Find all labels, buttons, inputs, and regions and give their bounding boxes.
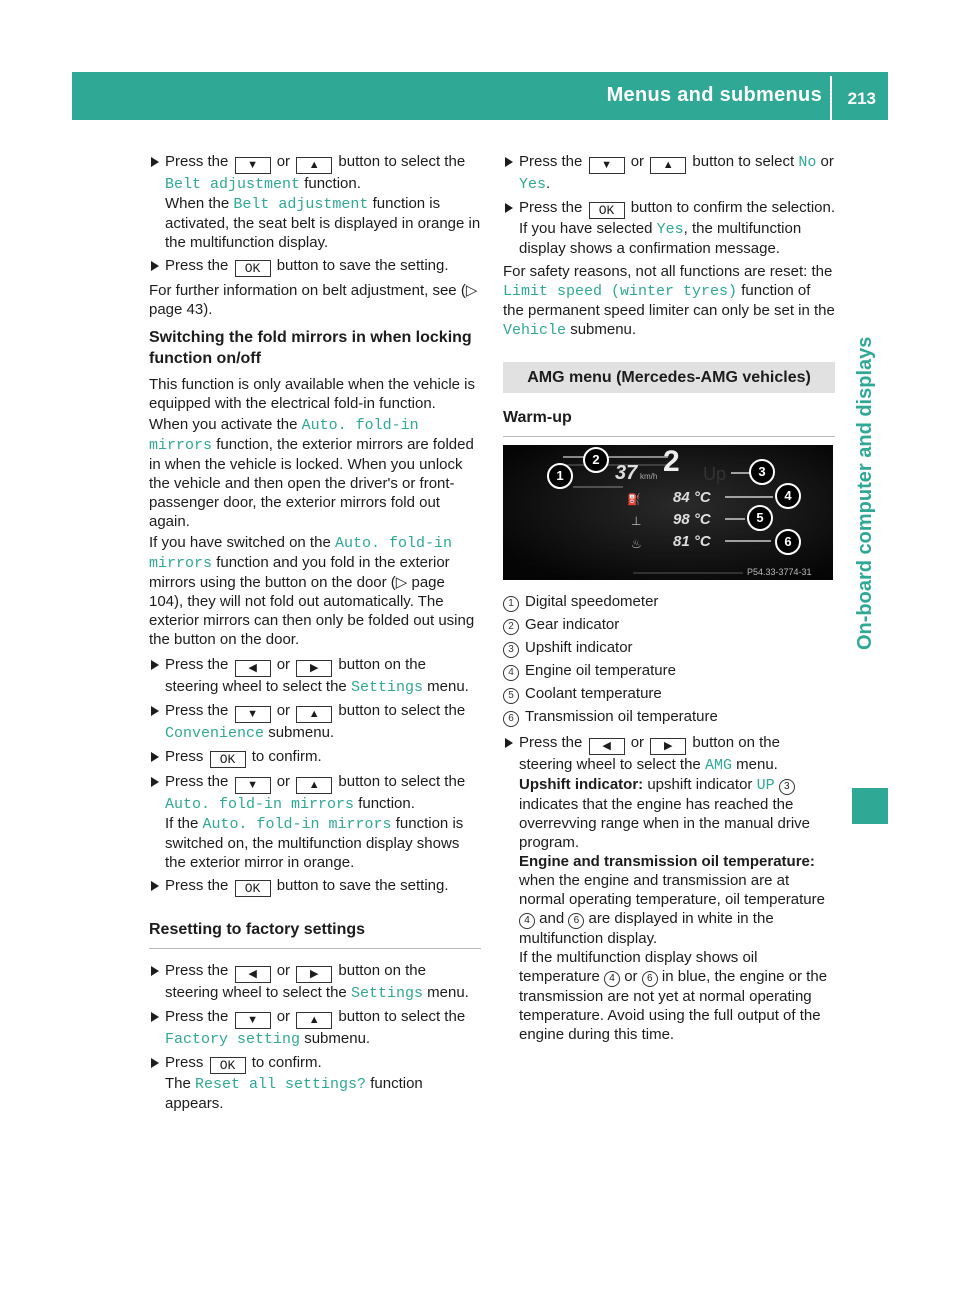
amg-section-band: AMG menu (Mercedes-AMG vehicles) (503, 362, 835, 393)
right-column (503, 152, 835, 1048)
left-key-icon: ◀ (589, 738, 625, 755)
step-item: Press the OK button to save the setting. (149, 876, 481, 897)
ok-key-icon: OK (210, 751, 246, 768)
menu-term: Vehicle (503, 322, 567, 339)
menu-term: Factory setting (165, 1031, 301, 1048)
header-divider (830, 76, 832, 120)
body-text: When you activate the Auto. fold-in mirrors function, the exterior mirrors are folded in when the vehicle is locked. When you unlock the vehicle and then open the driver's or front-passenger door, the exterior mirrors fold out again. (149, 416, 474, 530)
image-reference: P54.33-3774-31 (747, 567, 812, 577)
callout-1: 1 (547, 463, 573, 489)
menu-term: Settings (350, 985, 423, 1002)
menu-term: UP (756, 777, 775, 794)
down-key-icon: ▼ (235, 777, 271, 794)
legend-item: 5 Coolant temperature (503, 684, 835, 704)
speed-unit: km/h (640, 472, 658, 481)
left-column (149, 152, 481, 1117)
menu-term: Convenience (165, 725, 265, 742)
transmission-oil-temp: 81 °C (673, 533, 711, 550)
instrument-cluster-image (503, 445, 833, 580)
legend-list (503, 592, 835, 727)
menu-term: Auto. fold-in mirrors (202, 816, 392, 833)
step-item: Press the ◀ or ▶ button on the steering wheel to select the Settings menu. (149, 961, 481, 1003)
callout-4: 4 (775, 483, 801, 509)
step-item: Press the ◀ or ▶ button on the steering wheel to select the Settings menu. (149, 655, 481, 697)
page-number: 213 (847, 89, 876, 108)
menu-term: Auto. fold-in mirrors (149, 535, 452, 572)
step-item: Press the ▼ or ▲ button to select the Convenience submenu. (149, 701, 481, 743)
right-key-icon: ▶ (296, 966, 332, 983)
up-key-icon: ▲ (650, 157, 686, 174)
step-item: Press the ▼ or ▲ button to select No or Yes. (503, 152, 835, 194)
legend-item: 4 Engine oil temperature (503, 661, 835, 681)
menu-term: Limit speed (winter tyres) (503, 283, 738, 300)
coolant-icon: ⊥ (631, 514, 642, 528)
up-key-icon: ▲ (296, 706, 332, 723)
side-tab-marker (852, 788, 888, 824)
legend-item: 1 Digital speedometer (503, 592, 835, 612)
speed-value: 37 (615, 462, 638, 484)
callout-3: 3 (749, 459, 775, 485)
coolant-temp: 98 °C (673, 511, 711, 528)
menu-term: AMG (704, 757, 732, 774)
step-item: Press the ▼ or ▲ button to select the Factory setting submenu. (149, 1007, 481, 1049)
engine-oil-temp: 84 °C (673, 489, 711, 506)
right-key-icon: ▶ (650, 738, 686, 755)
body-text: For further information on belt adjustment, see (▷ page 43). (149, 282, 478, 318)
step-item: Press the ▼ or ▲ button to select the Auto. fold-in mirrors function. If the Auto. fold-in mirrors function is switched on, the multifunction display shows the exterior mirror in orange. (149, 772, 481, 872)
menu-term: Yes (656, 221, 684, 238)
page-title: Menus and submenus (606, 84, 822, 106)
body-text: If you have switched on the Auto. fold-in mirrors function and you fold in the exterior mirrors using the button on the door (▷ page 104), they will not fold out automatically. The exterior mirrors can then only be folded out using the button on the door. (149, 534, 475, 648)
menu-term: No (798, 154, 817, 171)
body-text: This function is only available when the vehicle is equipped with the electrical fold-in function. (149, 376, 476, 412)
up-key-icon: ▲ (296, 157, 332, 174)
up-key-icon: ▲ (296, 777, 332, 794)
menu-term: Belt adjustment (233, 196, 369, 213)
right-key-icon: ▶ (296, 660, 332, 677)
ok-key-icon: OK (235, 260, 271, 277)
callout-6: 6 (775, 529, 801, 555)
menu-term: Auto. fold-in mirrors (165, 796, 355, 813)
oil-can-icon: ⛽ (627, 493, 641, 506)
callout-5: 5 (747, 505, 773, 531)
side-tab-label: On-board computer and displays (854, 336, 876, 650)
step-item: Press the ◀ or ▶ button on the steering wheel to select the AMG menu. Upshift indicator: upshift indicator UP 3 indicates that the engine has reached the overrevving range when in the manual drive program. Engine and transmission oil temperature: when the engine and transmission are at normal operating temperature, oil temperature 4 and 6 are displayed in white in the multifunction display. If the multifunction display shows oil temperature 4 or 6 in blue, the engine or the transmission are not yet at normal operating temperature. Avoid using the full output of the engine during this time. (503, 733, 835, 1044)
down-key-icon: ▼ (235, 1012, 271, 1029)
callout-2: 2 (583, 447, 609, 473)
step-item: Press the ▼ or ▲ button to select the Belt adjustment function. When the Belt adjustment function is activated, the seat belt is displayed in orange in the multifunction display. (149, 152, 481, 252)
step-item: Press OK to confirm. The Reset all settings? function appears. (149, 1053, 481, 1113)
menu-term: Yes (519, 176, 547, 193)
down-key-icon: ▼ (589, 157, 625, 174)
step-item: Press the OK button to save the setting. (149, 256, 481, 277)
section-heading: Warm-up (503, 407, 835, 437)
ok-key-icon: OK (210, 1057, 246, 1074)
menu-term: Auto. fold-in mirrors (149, 417, 419, 454)
header-bar (72, 72, 888, 120)
left-key-icon: ◀ (235, 660, 271, 677)
section-heading: Resetting to factory settings (149, 919, 481, 949)
section-heading: Switching the fold mirrors in when locking function on/off (149, 329, 472, 367)
legend-item: 3 Upshift indicator (503, 638, 835, 658)
legend-item: 2 Gear indicator (503, 615, 835, 635)
left-key-icon: ◀ (235, 966, 271, 983)
ok-key-icon: OK (235, 880, 271, 897)
step-item: Press the OK button to confirm the selection. If you have selected Yes, the multifunction display shows a confirmation message. (503, 198, 835, 258)
menu-term: Settings (350, 679, 423, 696)
menu-term: Reset all settings? (195, 1076, 367, 1093)
ok-key-icon: OK (589, 202, 625, 219)
step-item: Press OK to confirm. (149, 747, 481, 768)
gear-value: 2 (663, 445, 680, 478)
body-text: For safety reasons, not all functions are reset: the Limit speed (winter tyres) function of the permanent speed limiter can only be set in the Vehicle submenu. (503, 263, 835, 339)
upshift-text: Up (703, 464, 727, 484)
transmission-icon: ♨ (631, 537, 642, 551)
down-key-icon: ▼ (235, 706, 271, 723)
up-key-icon: ▲ (296, 1012, 332, 1029)
menu-term: Belt adjustment (165, 176, 301, 193)
down-key-icon: ▼ (235, 157, 271, 174)
legend-item: 6 Transmission oil temperature (503, 707, 835, 727)
